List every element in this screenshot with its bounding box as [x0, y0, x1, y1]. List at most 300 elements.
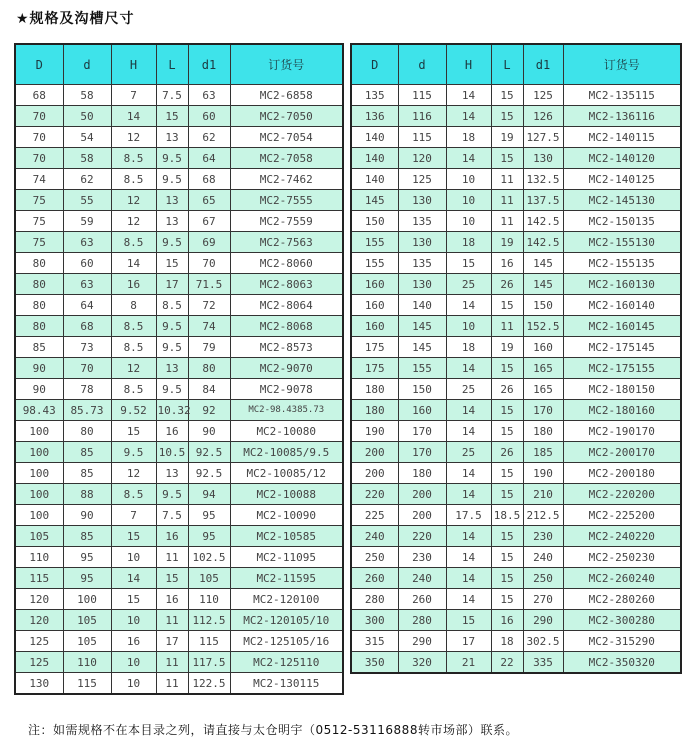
dimension-cell: 165	[523, 358, 563, 379]
dimension-cell: 155	[398, 358, 446, 379]
dimension-cell: 126	[523, 106, 563, 127]
dimension-cell: 15	[491, 463, 523, 484]
dimension-cell: 9.5	[156, 232, 188, 253]
table-row	[351, 274, 681, 295]
dimension-cell: 200	[398, 505, 446, 526]
dimension-cell: 9.5	[111, 442, 156, 463]
order-number-cell: MC2-7058	[230, 148, 343, 169]
dimension-cell: 13	[156, 358, 188, 379]
order-number-cell: MC2-7054	[230, 127, 343, 148]
dimension-cell: 18	[446, 337, 491, 358]
dimension-cell: 15	[446, 253, 491, 274]
dimension-cell: 14	[111, 106, 156, 127]
table-row	[15, 610, 343, 631]
dimension-cell: 137.5	[523, 190, 563, 211]
order-number-cell: MC2-200170	[563, 442, 681, 463]
table-row	[351, 85, 681, 106]
dimension-cell: 15	[156, 568, 188, 589]
page-title: ★规格及沟槽尺寸	[16, 11, 135, 27]
order-number-cell: MC2-135115	[563, 85, 681, 106]
dimension-cell: 14	[111, 253, 156, 274]
dimension-cell: 145	[351, 190, 398, 211]
dimension-cell: 14	[446, 463, 491, 484]
dimension-cell: 175	[351, 337, 398, 358]
dimension-cell: 115	[63, 673, 111, 695]
order-number-cell: MC2-11095	[230, 547, 343, 568]
dimension-cell: 280	[351, 589, 398, 610]
dimension-cell: 15	[156, 106, 188, 127]
dimension-cell: 90	[63, 505, 111, 526]
dimension-cell: 170	[398, 421, 446, 442]
dimension-cell: 170	[523, 400, 563, 421]
order-number-cell: MC2-200180	[563, 463, 681, 484]
dimension-cell: 68	[188, 169, 230, 190]
table-row	[351, 295, 681, 316]
dimension-cell: 8.5	[111, 148, 156, 169]
dimension-cell: 116	[398, 106, 446, 127]
dimension-cell: 180	[351, 400, 398, 421]
table-row	[351, 127, 681, 148]
table-row	[15, 232, 343, 253]
order-number-cell: MC2-160130	[563, 274, 681, 295]
dimension-cell: 7	[111, 85, 156, 106]
dimension-cell: 85.73	[63, 400, 111, 421]
dimension-cell: 90	[15, 358, 63, 379]
dimension-cell: 16	[156, 421, 188, 442]
dimension-cell: 70	[188, 253, 230, 274]
dimension-cell: 14	[446, 421, 491, 442]
dimension-cell: 200	[351, 442, 398, 463]
dimension-cell: 13	[156, 127, 188, 148]
dimension-cell: 230	[398, 547, 446, 568]
dimension-cell: 12	[111, 190, 156, 211]
dimension-cell: 25	[446, 379, 491, 400]
dimension-cell: 145	[523, 274, 563, 295]
dimension-cell: 125	[398, 169, 446, 190]
order-number-cell: MC2-11595	[230, 568, 343, 589]
dimension-cell: 19	[491, 232, 523, 253]
dimension-cell: 8.5	[111, 169, 156, 190]
dimension-cell: 300	[351, 610, 398, 631]
dimension-cell: 16	[111, 631, 156, 652]
dimension-cell: 122.5	[188, 673, 230, 695]
order-number-cell: MC2-180150	[563, 379, 681, 400]
order-number-cell: MC2-130115	[230, 673, 343, 695]
dimension-cell: 105	[188, 568, 230, 589]
dimension-cell: 80	[15, 295, 63, 316]
dimension-cell: 170	[398, 442, 446, 463]
dimension-cell: 110	[15, 547, 63, 568]
dimension-cell: 350	[351, 652, 398, 674]
dimension-cell: 13	[156, 463, 188, 484]
dimension-cell: 14	[111, 568, 156, 589]
dimension-cell: 18.5	[491, 505, 523, 526]
dimension-cell: 69	[188, 232, 230, 253]
dimension-cell: 115	[398, 85, 446, 106]
dimension-cell: 92	[188, 400, 230, 421]
column-header-col-d: d	[63, 44, 111, 85]
dimension-cell: 14	[446, 568, 491, 589]
table-row	[15, 631, 343, 652]
dimension-cell: 95	[188, 526, 230, 547]
column-header-col-H: H	[446, 44, 491, 85]
dimension-cell: 16	[156, 589, 188, 610]
table-row	[15, 547, 343, 568]
dimension-cell: 15	[491, 148, 523, 169]
order-number-cell: MC2-140120	[563, 148, 681, 169]
dimension-cell: 212.5	[523, 505, 563, 526]
column-header-col-d1: d1	[188, 44, 230, 85]
table-row	[351, 211, 681, 232]
dimension-cell: 15	[111, 421, 156, 442]
dimension-cell: 15	[491, 547, 523, 568]
dimension-cell: 180	[523, 421, 563, 442]
dimension-cell: 100	[15, 421, 63, 442]
dimension-cell: 11	[491, 169, 523, 190]
header-row	[351, 44, 681, 85]
dimension-cell: 10	[111, 673, 156, 695]
dimension-cell: 335	[523, 652, 563, 674]
dimension-cell: 9.5	[156, 148, 188, 169]
table-row	[15, 253, 343, 274]
dimension-cell: 200	[351, 463, 398, 484]
dimension-cell: 165	[523, 379, 563, 400]
dimension-cell: 125	[15, 631, 63, 652]
column-header-col-H: H	[111, 44, 156, 85]
dimension-cell: 105	[63, 631, 111, 652]
order-number-cell: MC2-10080	[230, 421, 343, 442]
dimension-cell: 130	[523, 148, 563, 169]
order-number-cell: MC2-9078	[230, 379, 343, 400]
dimension-cell: 26	[491, 274, 523, 295]
footer-note: 注：如需规格不在本目录之列，请直接与太仓明宇（0512-53116888转市场部）联系。	[28, 723, 518, 737]
dimension-cell: 220	[398, 526, 446, 547]
dimension-cell: 70	[15, 127, 63, 148]
order-number-cell: MC2-160145	[563, 316, 681, 337]
dimension-cell: 58	[63, 148, 111, 169]
table-row	[351, 106, 681, 127]
column-header-col-d: d	[398, 44, 446, 85]
dimension-cell: 132.5	[523, 169, 563, 190]
dimension-cell: 14	[446, 526, 491, 547]
dimension-cell: 68	[63, 316, 111, 337]
dimension-cell: 105	[63, 610, 111, 631]
table-row	[351, 526, 681, 547]
order-number-cell: MC2-8068	[230, 316, 343, 337]
dimension-cell: 19	[491, 337, 523, 358]
dimension-cell: 180	[398, 463, 446, 484]
dimension-cell: 105	[15, 526, 63, 547]
dimension-cell: 15	[491, 589, 523, 610]
dimension-cell: 150	[351, 211, 398, 232]
dimension-cell: 21	[446, 652, 491, 674]
table-row	[351, 463, 681, 484]
dimension-cell: 8.5	[156, 295, 188, 316]
dimension-cell: 320	[398, 652, 446, 674]
dimension-cell: 15	[491, 526, 523, 547]
order-number-cell: MC2-120105/10	[230, 610, 343, 631]
dimension-cell: 60	[188, 106, 230, 127]
dimension-cell: 10	[446, 211, 491, 232]
table-row	[15, 673, 343, 695]
dimension-cell: 270	[523, 589, 563, 610]
dimension-cell: 80	[63, 421, 111, 442]
dimension-cell: 315	[351, 631, 398, 652]
dimension-cell: 90	[188, 421, 230, 442]
table-row	[15, 526, 343, 547]
dimension-cell: 240	[398, 568, 446, 589]
table-row	[351, 379, 681, 400]
dimension-cell: 11	[491, 316, 523, 337]
dimension-cell: 100	[15, 505, 63, 526]
table-row	[15, 421, 343, 442]
order-number-cell: MC2-10088	[230, 484, 343, 505]
table-row	[351, 400, 681, 421]
spec-table-left-header	[15, 44, 343, 85]
dimension-cell: 75	[15, 211, 63, 232]
dimension-cell: 225	[351, 505, 398, 526]
dimension-cell: 145	[398, 316, 446, 337]
dimension-cell: 8.5	[111, 316, 156, 337]
dimension-cell: 140	[351, 127, 398, 148]
dimension-cell: 55	[63, 190, 111, 211]
dimension-cell: 15	[491, 421, 523, 442]
dimension-cell: 85	[63, 463, 111, 484]
order-number-cell: MC2-150135	[563, 211, 681, 232]
dimension-cell: 100	[15, 463, 63, 484]
order-number-cell: MC2-300280	[563, 610, 681, 631]
dimension-cell: 17	[156, 274, 188, 295]
dimension-cell: 9.5	[156, 169, 188, 190]
dimension-cell: 73	[63, 337, 111, 358]
order-number-cell: MC2-120100	[230, 589, 343, 610]
order-number-cell: MC2-136116	[563, 106, 681, 127]
dimension-cell: 185	[523, 442, 563, 463]
dimension-cell: 11	[491, 211, 523, 232]
dimension-cell: 115	[398, 127, 446, 148]
dimension-cell: 250	[523, 568, 563, 589]
dimension-cell: 100	[15, 484, 63, 505]
dimension-cell: 11	[156, 547, 188, 568]
dimension-cell: 12	[111, 358, 156, 379]
dimension-cell: 7.5	[156, 505, 188, 526]
table-row	[15, 295, 343, 316]
order-number-cell: MC2-315290	[563, 631, 681, 652]
table-row	[15, 190, 343, 211]
dimension-cell: 290	[398, 631, 446, 652]
dimension-cell: 290	[523, 610, 563, 631]
dimension-cell: 95	[63, 568, 111, 589]
dimension-cell: 110	[188, 589, 230, 610]
dimension-cell: 14	[446, 295, 491, 316]
dimension-cell: 16	[491, 253, 523, 274]
dimension-cell: 70	[15, 148, 63, 169]
dimension-cell: 67	[188, 211, 230, 232]
table-row	[15, 484, 343, 505]
dimension-cell: 80	[15, 316, 63, 337]
dimension-cell: 7.5	[156, 85, 188, 106]
table-row	[15, 169, 343, 190]
table-row	[351, 148, 681, 169]
table-row	[15, 400, 343, 421]
order-number-cell: MC2-180160	[563, 400, 681, 421]
dimension-cell: 14	[446, 589, 491, 610]
dimension-cell: 15	[491, 295, 523, 316]
order-number-cell: MC2-7563	[230, 232, 343, 253]
dimension-cell: 190	[523, 463, 563, 484]
dimension-cell: 85	[63, 526, 111, 547]
dimension-cell: 14	[446, 358, 491, 379]
dimension-cell: 117.5	[188, 652, 230, 673]
dimension-cell: 230	[523, 526, 563, 547]
order-number-cell: MC2-140115	[563, 127, 681, 148]
dimension-cell: 9.5	[156, 316, 188, 337]
dimension-cell: 85	[15, 337, 63, 358]
dimension-cell: 120	[398, 148, 446, 169]
dimension-cell: 260	[351, 568, 398, 589]
table-row	[351, 169, 681, 190]
dimension-cell: 120	[15, 589, 63, 610]
dimension-cell: 10	[446, 190, 491, 211]
dimension-cell: 79	[188, 337, 230, 358]
dimension-cell: 8.5	[111, 484, 156, 505]
dimension-cell: 12	[111, 211, 156, 232]
table-row	[15, 316, 343, 337]
dimension-cell: 80	[15, 274, 63, 295]
dimension-cell: 130	[398, 190, 446, 211]
dimension-cell: 260	[398, 589, 446, 610]
dimension-cell: 10	[111, 652, 156, 673]
table-row	[15, 568, 343, 589]
dimension-cell: 15	[491, 85, 523, 106]
dimension-cell: 302.5	[523, 631, 563, 652]
order-number-cell: MC2-225200	[563, 505, 681, 526]
dimension-cell: 60	[63, 253, 111, 274]
column-header-col-d1: d1	[523, 44, 563, 85]
table-row	[351, 442, 681, 463]
table-row	[351, 421, 681, 442]
dimension-cell: 15	[491, 484, 523, 505]
dimension-cell: 74	[15, 169, 63, 190]
dimension-cell: 70	[15, 106, 63, 127]
order-number-cell: MC2-10090	[230, 505, 343, 526]
dimension-cell: 10.32	[156, 400, 188, 421]
table-row	[15, 106, 343, 127]
table-row	[351, 358, 681, 379]
dimension-cell: 98.43	[15, 400, 63, 421]
dimension-cell: 78	[63, 379, 111, 400]
dimension-cell: 84	[188, 379, 230, 400]
dimension-cell: 155	[351, 253, 398, 274]
dimension-cell: 16	[156, 526, 188, 547]
dimension-cell: 160	[523, 337, 563, 358]
table-row	[15, 211, 343, 232]
dimension-cell: 26	[491, 442, 523, 463]
table-row	[15, 127, 343, 148]
dimension-cell: 240	[523, 547, 563, 568]
dimension-cell: 160	[351, 316, 398, 337]
dimension-cell: 120	[15, 610, 63, 631]
dimension-cell: 200	[398, 484, 446, 505]
dimension-cell: 62	[63, 169, 111, 190]
order-number-cell: MC2-125105/16	[230, 631, 343, 652]
dimension-cell: 22	[491, 652, 523, 674]
table-row	[351, 190, 681, 211]
dimension-cell: 160	[351, 274, 398, 295]
dimension-cell: 95	[63, 547, 111, 568]
table-row	[351, 337, 681, 358]
dimension-cell: 127.5	[523, 127, 563, 148]
dimension-cell: 15	[491, 568, 523, 589]
dimension-cell: 142.5	[523, 211, 563, 232]
dimension-cell: 180	[351, 379, 398, 400]
dimension-cell: 125	[523, 85, 563, 106]
dimension-cell: 112.5	[188, 610, 230, 631]
dimension-cell: 142.5	[523, 232, 563, 253]
table-row	[15, 379, 343, 400]
dimension-cell: 15	[491, 358, 523, 379]
table-row	[351, 568, 681, 589]
dimension-cell: 250	[351, 547, 398, 568]
dimension-cell: 135	[398, 211, 446, 232]
order-number-cell: MC2-98.4385.73	[230, 400, 343, 421]
dimension-cell: 160	[398, 400, 446, 421]
order-number-cell: MC2-350320	[563, 652, 681, 674]
dimension-cell: 8.5	[111, 337, 156, 358]
dimension-cell: 135	[351, 85, 398, 106]
dimension-cell: 115	[188, 631, 230, 652]
dimension-cell: 25	[446, 274, 491, 295]
dimension-cell: 12	[111, 127, 156, 148]
dimension-cell: 80	[188, 358, 230, 379]
dimension-cell: 8.5	[111, 232, 156, 253]
table-row	[15, 337, 343, 358]
dimension-cell: 62	[188, 127, 230, 148]
dimension-cell: 74	[188, 316, 230, 337]
order-number-cell: MC2-9070	[230, 358, 343, 379]
dimension-cell: 26	[491, 379, 523, 400]
order-number-cell: MC2-7050	[230, 106, 343, 127]
order-number-cell: MC2-125110	[230, 652, 343, 673]
dimension-cell: 18	[446, 232, 491, 253]
dimension-cell: 115	[15, 568, 63, 589]
dimension-cell: 15	[156, 253, 188, 274]
dimension-cell: 18	[491, 631, 523, 652]
dimension-cell: 8	[111, 295, 156, 316]
order-number-cell: MC2-220200	[563, 484, 681, 505]
dimension-cell: 75	[15, 232, 63, 253]
dimension-cell: 19	[491, 127, 523, 148]
table-row	[15, 589, 343, 610]
order-number-cell: MC2-6858	[230, 85, 343, 106]
order-number-cell: MC2-260240	[563, 568, 681, 589]
dimension-cell: 16	[111, 274, 156, 295]
table-row	[351, 316, 681, 337]
dimension-cell: 140	[351, 169, 398, 190]
dimension-cell: 280	[398, 610, 446, 631]
table-row	[351, 589, 681, 610]
column-header-col-L: L	[491, 44, 523, 85]
tables-container	[14, 43, 688, 695]
dimension-cell: 15	[491, 106, 523, 127]
order-number-cell: MC2-190170	[563, 421, 681, 442]
order-number-cell: MC2-10085/9.5	[230, 442, 343, 463]
dimension-cell: 50	[63, 106, 111, 127]
dimension-cell: 13	[156, 211, 188, 232]
dimension-cell: 92.5	[188, 463, 230, 484]
order-number-cell: MC2-175155	[563, 358, 681, 379]
dimension-cell: 11	[156, 673, 188, 695]
